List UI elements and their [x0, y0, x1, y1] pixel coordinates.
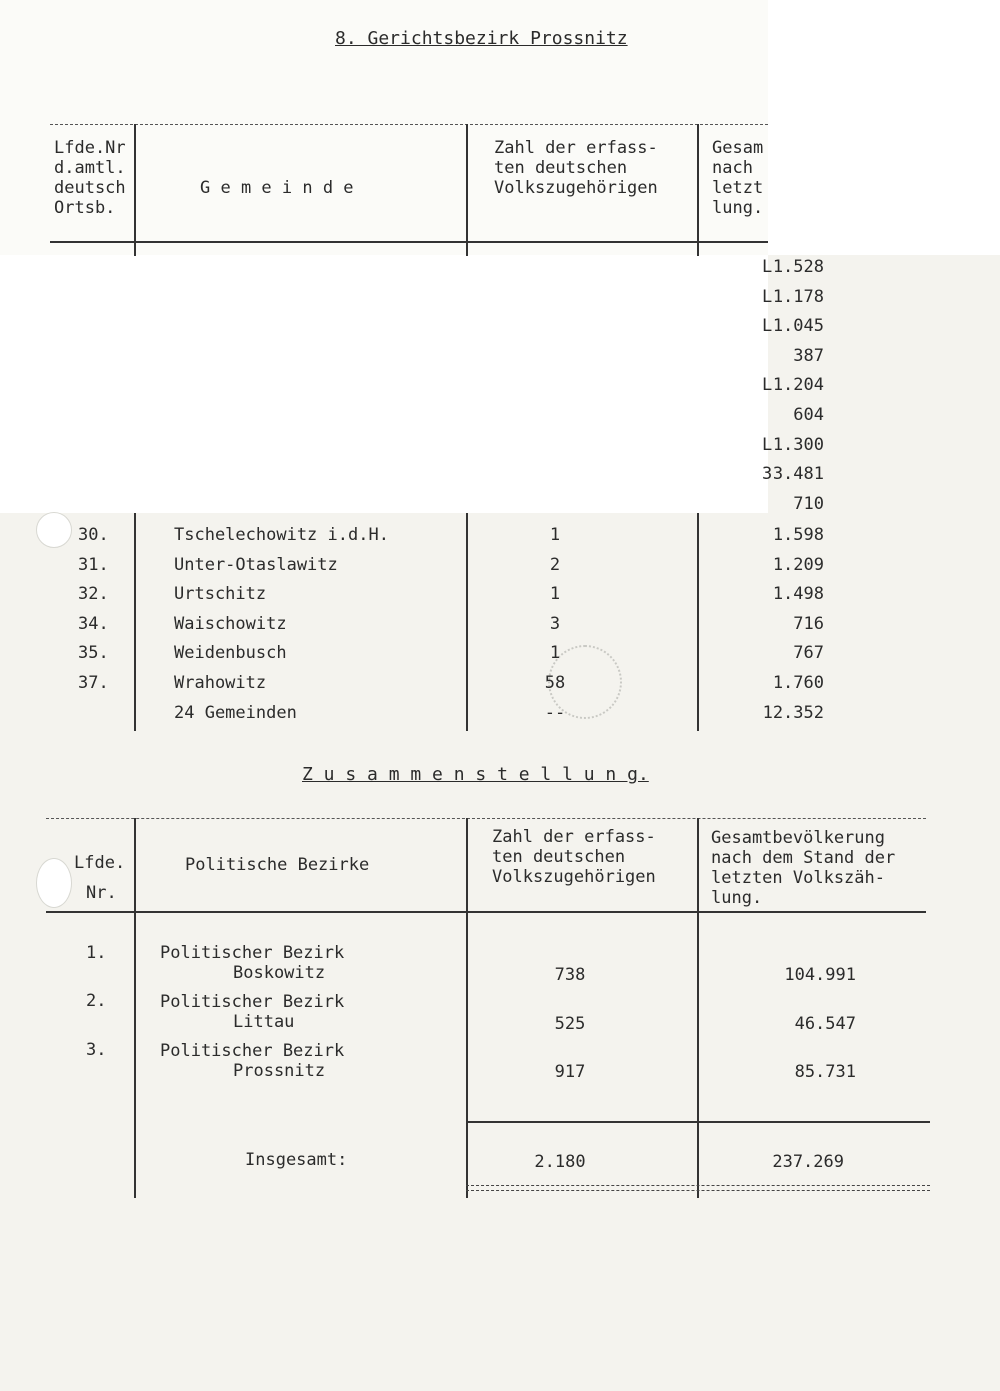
- total-gesamt: 12.352: [762, 703, 824, 723]
- row-gemeinde: Wrahowitz: [174, 673, 267, 693]
- partial-value: 1.300: [772, 434, 824, 455]
- summary-header-nr-1: Lfde.: [74, 853, 126, 873]
- summary-row-name1: Politischer Bezirk: [160, 1041, 345, 1061]
- double-underline: [466, 1185, 930, 1191]
- col-divider: [466, 513, 468, 731]
- cutoff-glyph: L: [762, 434, 773, 455]
- summary-row-name1: Politischer Bezirk: [160, 992, 345, 1012]
- summary-row-gesamt: 104.991: [784, 965, 856, 985]
- summary-col-divider: [466, 818, 468, 1198]
- summary-header-zahl-1: Zahl der erfass-: [492, 827, 656, 847]
- summary-header-gesamt-2: nach dem Stand der: [711, 848, 896, 868]
- col-divider: [134, 513, 136, 731]
- row-gemeinde: Weidenbusch: [174, 643, 287, 664]
- col-divider: [134, 124, 136, 256]
- summary-title: Z u s a m m e n s t e l l u n g.: [302, 764, 649, 785]
- blank-overlay: [0, 255, 773, 513]
- header-zahl-2: ten deutschen: [494, 158, 628, 178]
- summary-header-rule: [46, 911, 926, 913]
- summary-total-gesamt: 237.269: [772, 1152, 844, 1172]
- partial-value: 1.178: [772, 286, 824, 307]
- row-zahl: 3: [549, 613, 561, 634]
- header-nr-3: deutsch: [54, 178, 126, 198]
- header-rule: [50, 241, 768, 243]
- row-zahl: 1: [549, 643, 561, 664]
- summary-row-name1: Politischer Bezirk: [160, 943, 345, 963]
- punch-hole: [36, 512, 72, 548]
- header-gesamt-3: letzt: [712, 178, 764, 198]
- punch-hole: [36, 858, 72, 908]
- row-gesamt: 1.498: [772, 584, 824, 605]
- row-gemeinde: Unter-Otaslawitz: [174, 554, 338, 575]
- section-title: 8. Gerichtsbezirk Prossnitz: [335, 28, 628, 49]
- row-gesamt: 767: [793, 643, 824, 664]
- summary-row-nr: 2.: [86, 991, 107, 1011]
- partial-value: 710: [793, 493, 824, 514]
- header-zahl-3: Volkszugehörigen: [494, 178, 658, 198]
- row-nr: 34.: [78, 613, 109, 634]
- header-gesamt-4: lung.: [712, 198, 764, 218]
- header-gemeinde: G e m e i n d e: [200, 178, 354, 198]
- col-divider: [697, 124, 699, 256]
- row-zahl: 2: [549, 554, 561, 575]
- summary-row-name2: Boskowitz: [233, 963, 326, 983]
- header-nr-1: Lfde.Nr: [54, 138, 126, 158]
- summary-top-rule: [46, 818, 926, 819]
- row-gemeinde: Urtschitz: [174, 584, 267, 605]
- row-gemeinde: Tschelechowitz i.d.H.: [174, 525, 389, 545]
- col-divider: [697, 513, 699, 731]
- total-zahl: --: [544, 703, 566, 723]
- header-nr-2: d.amtl.: [54, 158, 126, 178]
- summary-row-zahl: 917: [554, 1062, 586, 1082]
- total-name: 24 Gemeinden: [174, 703, 297, 723]
- sum-rule: [466, 1121, 930, 1123]
- partial-value: 387: [793, 345, 824, 366]
- summary-total-zahl: 2.180: [534, 1152, 586, 1172]
- row-zahl: 58: [544, 673, 566, 693]
- partial-value: 1.528: [772, 257, 824, 277]
- summary-header-gesamt-1: Gesamtbevölkerung: [711, 828, 885, 848]
- row-zahl: 1: [549, 525, 561, 545]
- summary-header-nr-2: Nr.: [86, 883, 117, 903]
- row-zahl: 1: [549, 584, 561, 605]
- row-nr: 35.: [78, 643, 109, 664]
- summary-header-zahl-3: Volkszugehörigen: [492, 867, 656, 887]
- summary-row-name2: Prossnitz: [233, 1061, 326, 1081]
- cutoff-glyph: L: [762, 257, 773, 277]
- row-nr: 30.: [78, 525, 109, 545]
- row-gesamt: 1.598: [772, 525, 824, 545]
- summary-header-zahl-2: ten deutschen: [492, 847, 626, 867]
- summary-header-bezirk: Politische Bezirke: [185, 855, 370, 875]
- partial-value: 1.204: [772, 375, 824, 396]
- cutoff-glyph: 3: [762, 464, 773, 485]
- row-gesamt: 716: [793, 613, 824, 634]
- cutoff-glyph: L: [762, 316, 773, 337]
- cutoff-glyph: L: [762, 286, 773, 307]
- row-nr: 32.: [78, 584, 109, 605]
- row-gesamt: 1.209: [772, 554, 824, 575]
- col-divider: [466, 124, 468, 256]
- summary-col-divider: [697, 818, 699, 1198]
- summary-col-divider: [134, 818, 136, 1198]
- partial-value: 604: [793, 405, 824, 425]
- summary-total-label: Insgesamt:: [245, 1150, 348, 1170]
- header-nr-4: Ortsb.: [54, 198, 116, 218]
- row-nr: 37.: [78, 673, 109, 693]
- summary-header-gesamt-3: letzten Volkszäh-: [711, 868, 885, 888]
- header-gesamt-1: Gesam: [712, 138, 764, 158]
- partial-value: 3.481: [772, 464, 824, 485]
- partial-value: 1.045: [772, 316, 824, 337]
- table-top-rule: [50, 124, 768, 125]
- row-gesamt: 1.760: [772, 673, 824, 693]
- row-nr: 31.: [78, 554, 109, 575]
- summary-row-gesamt: 46.547: [794, 1014, 856, 1034]
- summary-row-zahl: 525: [554, 1014, 586, 1034]
- summary-row-zahl: 738: [554, 965, 586, 985]
- summary-row-gesamt: 85.731: [794, 1062, 856, 1082]
- cutoff-mask: [700, 255, 762, 513]
- header-gesamt-2: nach: [712, 158, 753, 178]
- summary-row-nr: 1.: [86, 943, 107, 963]
- cutoff-glyph: L: [762, 375, 773, 396]
- summary-row-name2: Littau: [233, 1012, 295, 1032]
- row-gemeinde: Waischowitz: [174, 613, 287, 634]
- summary-row-nr: 3.: [86, 1040, 107, 1060]
- header-zahl-1: Zahl der erfass-: [494, 138, 658, 158]
- summary-header-gesamt-4: lung.: [711, 888, 763, 908]
